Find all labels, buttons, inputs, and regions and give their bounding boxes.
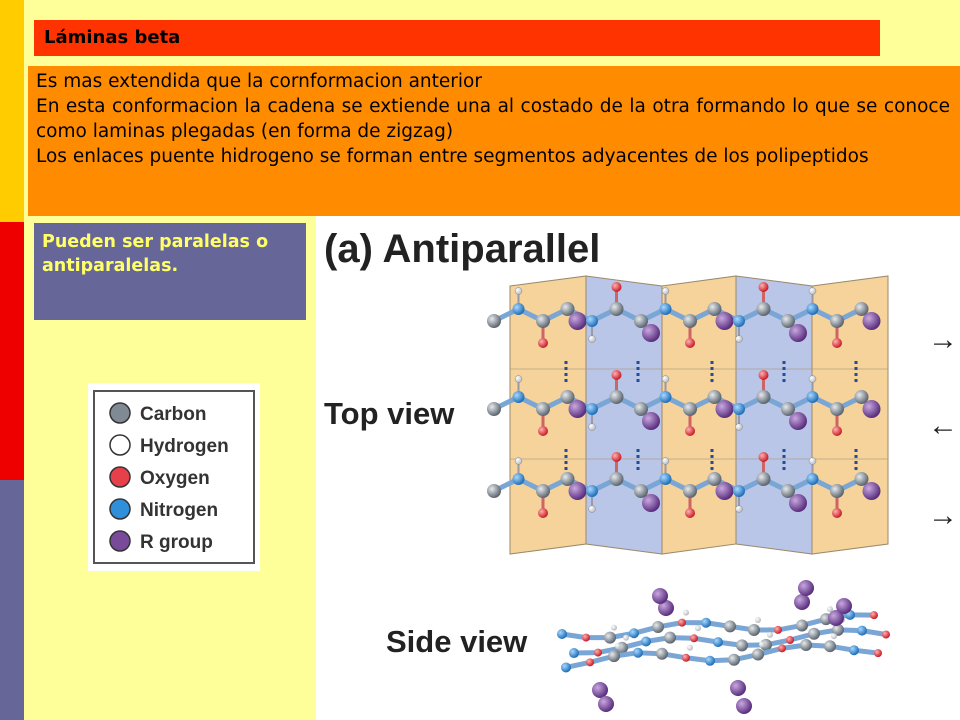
carbon-atom (561, 302, 575, 316)
nitrogen-atom (513, 473, 525, 485)
hydrogen-atom (515, 376, 522, 383)
nitrogen-atom (701, 618, 711, 628)
hydrogen-atom (611, 625, 617, 631)
carbon-atom (683, 314, 697, 328)
carbon-atom (656, 648, 668, 660)
r-group-atom (592, 682, 608, 698)
carbon-atom (796, 619, 808, 631)
paragraph-1: Es mas extendida que la cornformacion anterior (36, 71, 482, 92)
carbon-atom (781, 314, 795, 328)
legend-label: Carbon (140, 404, 207, 425)
hydrogen-atom (695, 625, 701, 631)
oxygen-atom (685, 426, 695, 436)
r-group-atom (836, 598, 852, 614)
carbon-atom (708, 390, 722, 404)
carbon-atom (536, 402, 550, 416)
nitrogen-atom (629, 628, 639, 638)
carbon-atom (724, 620, 736, 632)
oxygen-atom (538, 508, 548, 518)
hydrogen-atom (755, 617, 761, 623)
hydrogen-atom (589, 424, 596, 431)
oxygen-atom (759, 370, 769, 380)
hydrogen-atom (589, 336, 596, 343)
carbon-atom (608, 650, 620, 662)
hydrogen-atom (683, 610, 689, 616)
carbon-atom (800, 639, 812, 651)
carbon-atom (634, 484, 648, 498)
nitrogen-atom (513, 391, 525, 403)
hydrogen-atom (809, 288, 816, 295)
legend-label: Nitrogen (140, 500, 219, 521)
hydrogen-atom (515, 288, 522, 295)
oxygen-atom (538, 426, 548, 436)
hydrogen-atom (736, 336, 743, 343)
oxygen-atom (685, 508, 695, 518)
carbon-atom (757, 472, 771, 486)
nitrogen-atom (586, 315, 598, 327)
hydrogen-atom (515, 458, 522, 465)
oxygen-atom (594, 649, 602, 657)
r-group-atom (652, 588, 668, 604)
carbon-atom (634, 314, 648, 328)
carbon-atom (757, 302, 771, 316)
figure-title: (a) Antiparallel (324, 227, 601, 271)
atom-legend (88, 383, 260, 571)
hydrogen-atom (736, 506, 743, 513)
nitrogen-atom (849, 645, 859, 655)
carbon-atom (604, 632, 616, 644)
legend-label: R group (140, 532, 213, 553)
carbon-atom (561, 472, 575, 486)
nitrogen-atom (586, 485, 598, 497)
hydrogen-atom (809, 458, 816, 465)
carbon-atom (781, 484, 795, 498)
nitrogen-atom (557, 629, 567, 639)
note-text: Pueden ser paralelas o antiparalelas. (42, 232, 269, 276)
oxygen-atom (538, 338, 548, 348)
oxygen-atom (759, 452, 769, 462)
carbon-atom (634, 402, 648, 416)
oxygen-atom (870, 611, 878, 619)
oxygen-atom (759, 282, 769, 292)
legend-label: Oxygen (140, 468, 210, 489)
paragraph-2: En esta conformacion la cadena se extiende una al costado de la otra formando lo que se conoce como laminas plegadas (en forma de zigzag) (36, 96, 950, 142)
carbon-atom (808, 628, 820, 640)
oxygen-atom (778, 644, 786, 652)
carbon-atom (536, 314, 550, 328)
carbon-atom (736, 639, 748, 651)
r-group-atom (730, 680, 746, 696)
carbon-atom (683, 402, 697, 416)
nitrogen-atom (660, 303, 672, 315)
carbon-atom (855, 390, 869, 404)
carbon-atom (487, 314, 501, 328)
hydrogen-atom (687, 645, 693, 651)
hydrogen-atom (759, 642, 765, 648)
nitrogen-atom (733, 485, 745, 497)
arrow-right-bottom: → (928, 499, 958, 532)
carbon-atom (728, 654, 740, 666)
nitrogen-atom (660, 391, 672, 403)
carbon-atom (830, 402, 844, 416)
hydrogen-atom (662, 288, 669, 295)
carbon-atom (610, 472, 624, 486)
carbon-atom (536, 484, 550, 498)
stripe-red (0, 222, 24, 480)
nitrogen-atom (561, 662, 571, 672)
legend-label: Hydrogen (140, 436, 229, 457)
hydrogen-atom (736, 424, 743, 431)
oxygen-atom (832, 426, 842, 436)
nitrogen-atom (733, 315, 745, 327)
hydrogen-atom (662, 376, 669, 383)
paragraph-3: Los enlaces puente hidrogeno se forman entre segmentos adyacentes de los polipeptidos (36, 146, 869, 167)
nitrogen-atom (513, 303, 525, 315)
legend-swatch (110, 531, 130, 551)
oxygen-atom (685, 338, 695, 348)
oxygen-atom (582, 634, 590, 642)
hydrogen-atom (589, 506, 596, 513)
legend-swatch (110, 467, 130, 487)
carbon-atom (748, 624, 760, 636)
carbon-atom (561, 390, 575, 404)
carbon-atom (830, 484, 844, 498)
r-group-atom (798, 580, 814, 596)
carbon-atom (830, 314, 844, 328)
beta-sheet-figure (316, 216, 960, 720)
oxygen-atom (832, 338, 842, 348)
carbon-atom (781, 402, 795, 416)
carbon-atom (487, 402, 501, 416)
legend-swatch (110, 435, 130, 455)
oxygen-atom (774, 626, 782, 634)
hydrogen-atom (662, 458, 669, 465)
r-group-atom (794, 594, 810, 610)
carbon-atom (824, 640, 836, 652)
description-box (28, 66, 960, 216)
r-group-atom (736, 698, 752, 714)
hydrogen-atom (615, 643, 621, 649)
carbon-atom (708, 302, 722, 316)
carbon-atom (487, 484, 501, 498)
nitrogen-atom (660, 473, 672, 485)
oxygen-atom (612, 282, 622, 292)
nitrogen-atom (857, 626, 867, 636)
oxygen-atom (832, 508, 842, 518)
oxygen-atom (882, 630, 890, 638)
oxygen-atom (586, 658, 594, 666)
top-view-label: Top view (324, 396, 455, 431)
carbon-atom (708, 472, 722, 486)
title-bar (34, 20, 880, 56)
nitrogen-atom (705, 656, 715, 666)
nitrogen-atom (807, 391, 819, 403)
legend-swatch (110, 403, 130, 423)
carbon-atom (664, 632, 676, 644)
carbon-atom (855, 472, 869, 486)
nitrogen-atom (641, 637, 651, 647)
stripe-purple (0, 480, 24, 720)
nitrogen-atom (733, 403, 745, 415)
carbon-atom (757, 390, 771, 404)
carbon-atom (610, 390, 624, 404)
oxygen-atom (678, 619, 686, 627)
carbon-atom (855, 302, 869, 316)
oxygen-atom (874, 649, 882, 657)
oxygen-atom (690, 634, 698, 642)
nitrogen-atom (586, 403, 598, 415)
nitrogen-atom (807, 303, 819, 315)
nitrogen-atom (633, 648, 643, 658)
hydrogen-atom (809, 376, 816, 383)
nitrogen-atom (713, 637, 723, 647)
hydrogen-atom (767, 632, 773, 638)
carbon-atom (652, 621, 664, 633)
hydrogen-atom (623, 635, 629, 641)
arrow-right-top: → (928, 323, 958, 356)
note-box (34, 223, 306, 320)
arrow-left-middle: ← (928, 409, 958, 442)
nitrogen-atom (569, 648, 579, 658)
carbon-atom (610, 302, 624, 316)
nitrogen-atom (807, 473, 819, 485)
r-group-atom (598, 696, 614, 712)
slide-title: Láminas beta (44, 27, 181, 48)
carbon-atom (683, 484, 697, 498)
hydrogen-atom (831, 633, 837, 639)
carbon-atom (752, 649, 764, 661)
stripe-yellow (0, 0, 24, 222)
oxygen-atom (682, 654, 690, 662)
oxygen-atom (786, 636, 794, 644)
side-view-label: Side view (386, 624, 528, 659)
oxygen-atom (612, 452, 622, 462)
legend-swatch (110, 499, 130, 519)
oxygen-atom (612, 370, 622, 380)
